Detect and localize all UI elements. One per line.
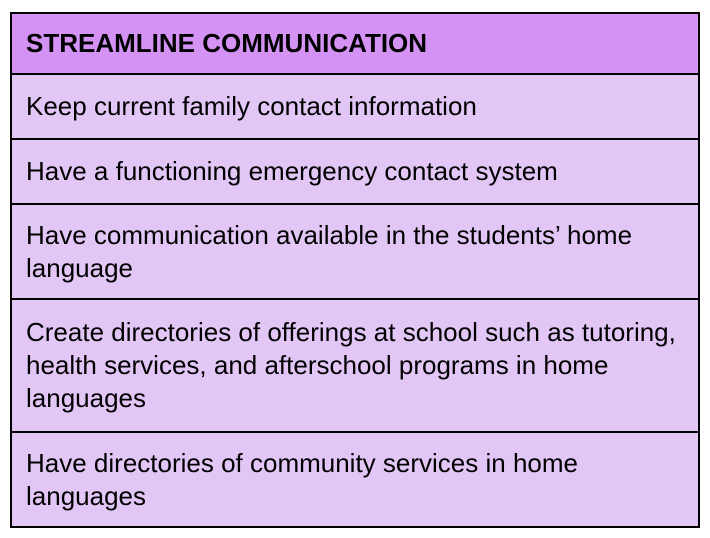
table-row-text: Have communication available in the students’ home language (26, 219, 633, 283)
table-row-text: Create directories of offerings at school such as tutoring, health services, and afterschool programs in home languages (26, 317, 676, 413)
table-header-title: STREAMLINE COMMUNICATION (26, 28, 428, 58)
table-row (12, 140, 698, 205)
table-row (12, 205, 698, 300)
streamline-communication-table (10, 12, 700, 528)
table-header-row (12, 14, 698, 75)
table-row-text: Have directories of community services in home languages (26, 447, 578, 511)
table-row (12, 300, 698, 433)
table-row-text: Have a functioning emergency contact system (26, 156, 558, 186)
table-row (12, 75, 698, 140)
table-row-text: Keep current family contact information (26, 91, 477, 121)
table-row (12, 433, 698, 526)
